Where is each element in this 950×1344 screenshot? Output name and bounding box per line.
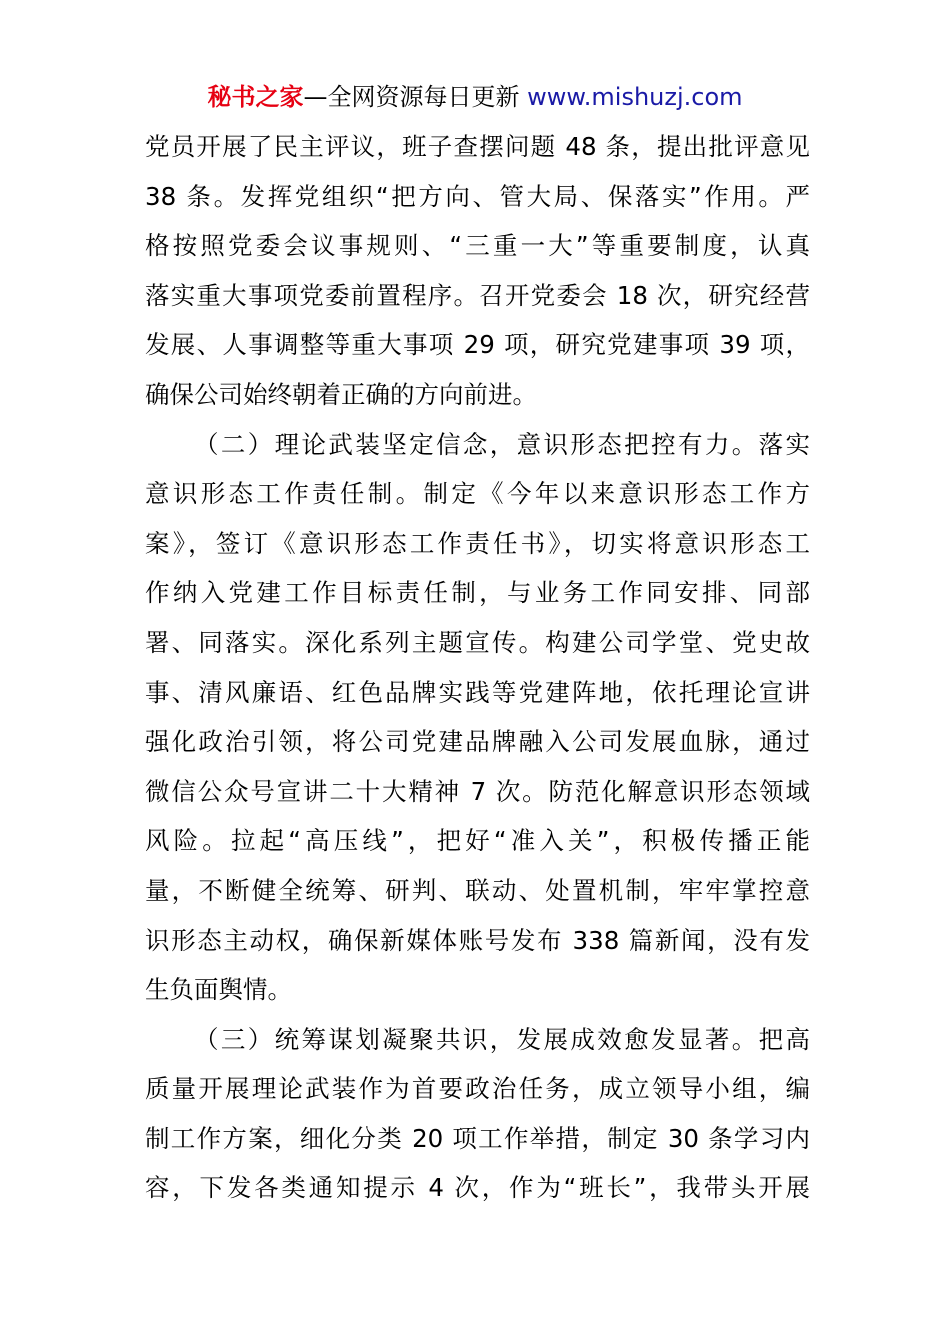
document-body xyxy=(145,122,810,1213)
site-header xyxy=(0,80,950,114)
text-line: 容，下发各类通知提示 4 次，作为“班长”，我带头开展 xyxy=(145,1173,810,1203)
text-line: 事、清风廉语、红色品牌实践等党建阵地，依托理论宣讲 xyxy=(145,677,810,707)
text-line: 制工作方案，细化分类 20 项工作举措，制定 30 条学习内 xyxy=(145,1123,810,1153)
text-line: 量，不断健全统筹、研判、联动、处置机制，牢牢掌控意 xyxy=(145,875,810,905)
text-line: 38 条。发挥党组织“把方向、管大局、保落实”作用。严 xyxy=(145,181,810,211)
text-line: 作纳入党建工作目标责任制，与业务工作同安排、同部 xyxy=(145,578,810,608)
text-line: 生负面舆情。 xyxy=(145,975,292,1005)
site-tagline: —全网资源每日更新 xyxy=(303,83,520,111)
text-line: 党员开展了民主评议，班子查摆问题 48 条，提出批评意见 xyxy=(145,132,810,161)
site-url-link[interactable]: www.mishuzj.com xyxy=(527,83,743,111)
text-line: 确保公司始终朝着正确的方向前进。 xyxy=(145,379,537,409)
text-line: （三）统筹谋划凝聚共识，发展成效愈发显著。把高 xyxy=(194,1024,810,1054)
text-line: 风险。拉起“高压线”，把好“准入关”，积极传播正能 xyxy=(145,826,810,856)
text-line: （二）理论武装坚定信念，意识形态把控有力。落实 xyxy=(194,429,810,459)
text-line: 质量开展理论武装作为首要政治任务，成立领导小组，编 xyxy=(145,1074,810,1104)
text-line: 格按照党委会议事规则、“三重一大”等重要制度，认真 xyxy=(145,231,810,261)
text-line: 意识形态工作责任制。制定《今年以来意识形态工作方 xyxy=(145,479,810,509)
text-line: 署、同落实。深化系列主题宣传。构建公司学堂、党史故 xyxy=(145,627,810,657)
text-line: 强化政治引领，将公司党建品牌融入公司发展血脉，通过 xyxy=(145,727,810,757)
text-line: 发展、人事调整等重大事项 29 项，研究党建事项 39 项， xyxy=(145,330,810,360)
text-line: 案》，签订《意识形态工作责任书》，切实将意识形态工 xyxy=(145,528,810,558)
site-brand: 秘书之家 xyxy=(207,83,304,111)
text-line: 识形态主动权，确保新媒体账号发布 338 篇新闻，没有发 xyxy=(145,925,810,955)
text-line: 微信公众号宣讲二十大精神 7 次。防范化解意识形态领域 xyxy=(145,776,810,806)
text-line: 落实重大事项党委前置程序。召开党委会 18 次，研究经营 xyxy=(145,280,810,310)
